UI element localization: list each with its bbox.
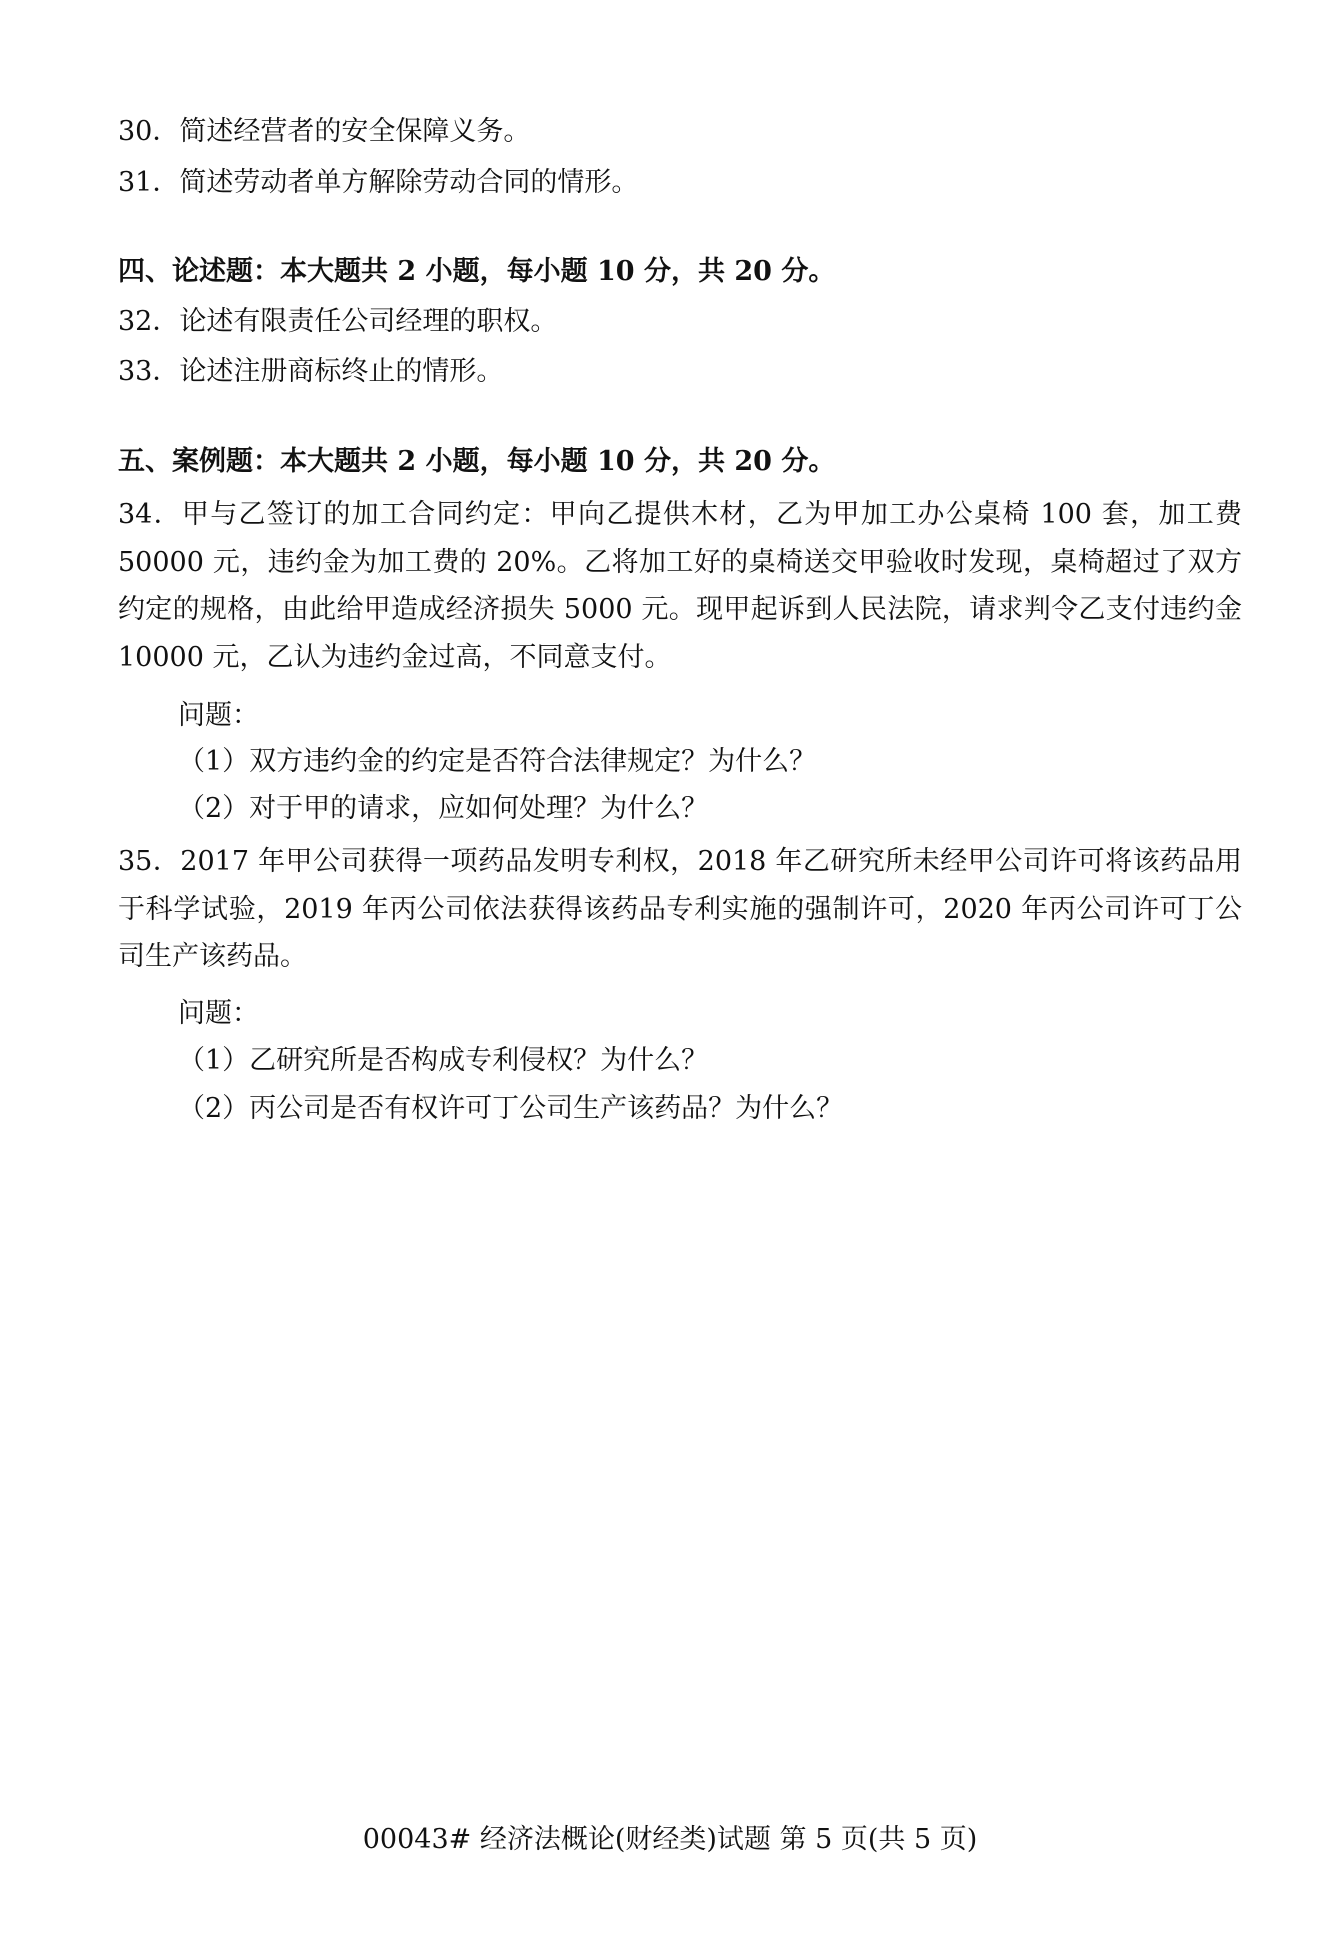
question-35-label: 问题： (178, 998, 259, 1029)
section-5-heading: 五、案例题：本大题共 2 小题，每小题 10 分，共 20 分。 (118, 446, 836, 477)
page-footer: 00043# 经济法概论(财经类)试题 第 5 页(共 5 页) (362, 1824, 978, 1855)
question-35-sub-2: （2）丙公司是否有权许可丁公司生产该药品？为什么？ (178, 1093, 844, 1124)
question-33: 33．论述注册商标终止的情形。 (118, 356, 504, 387)
question-35-text: 35．2017 年甲公司获得一项药品发明专利权，2018 年乙研究所未经甲公司许可将该药品用于科学试验，2019 年丙公司依法获得该药品专利实施的强制许可，2020 年丙公司许可丁公司生产该药品。 (118, 846, 1242, 972)
question-32: 32．论述有限责任公司经理的职权。 (118, 306, 558, 337)
question-31: 31．简述劳动者单方解除劳动合同的情形。 (118, 167, 639, 198)
question-34-text: 34．甲与乙签订的加工合同约定：甲向乙提供木材，乙为甲加工办公桌椅 100 套，加工费 50000 元，违约金为加工费的 20%。乙将加工好的桌椅送交甲验收时发现，桌椅超过了双方约定的规格，由此给甲造成经济损失 5000 元。现甲起诉到人民法院，请求判令乙支付违约金 10000 元，乙认为违约金过高，不同意支付。 (118, 499, 1242, 673)
question-34-label: 问题： (178, 700, 259, 731)
section-4-heading: 四、论述题：本大题共 2 小题，每小题 10 分，共 20 分。 (118, 256, 836, 287)
question-34-sub-1: （1）双方违约金的约定是否符合法律规定？为什么？ (178, 746, 817, 777)
question-34-sub-2: （2）对于甲的请求，应如何处理？为什么？ (178, 793, 709, 824)
question-30: 30．简述经营者的安全保障义务。 (118, 116, 531, 147)
question-35-sub-1: （1）乙研究所是否构成专利侵权？为什么？ (178, 1045, 709, 1076)
